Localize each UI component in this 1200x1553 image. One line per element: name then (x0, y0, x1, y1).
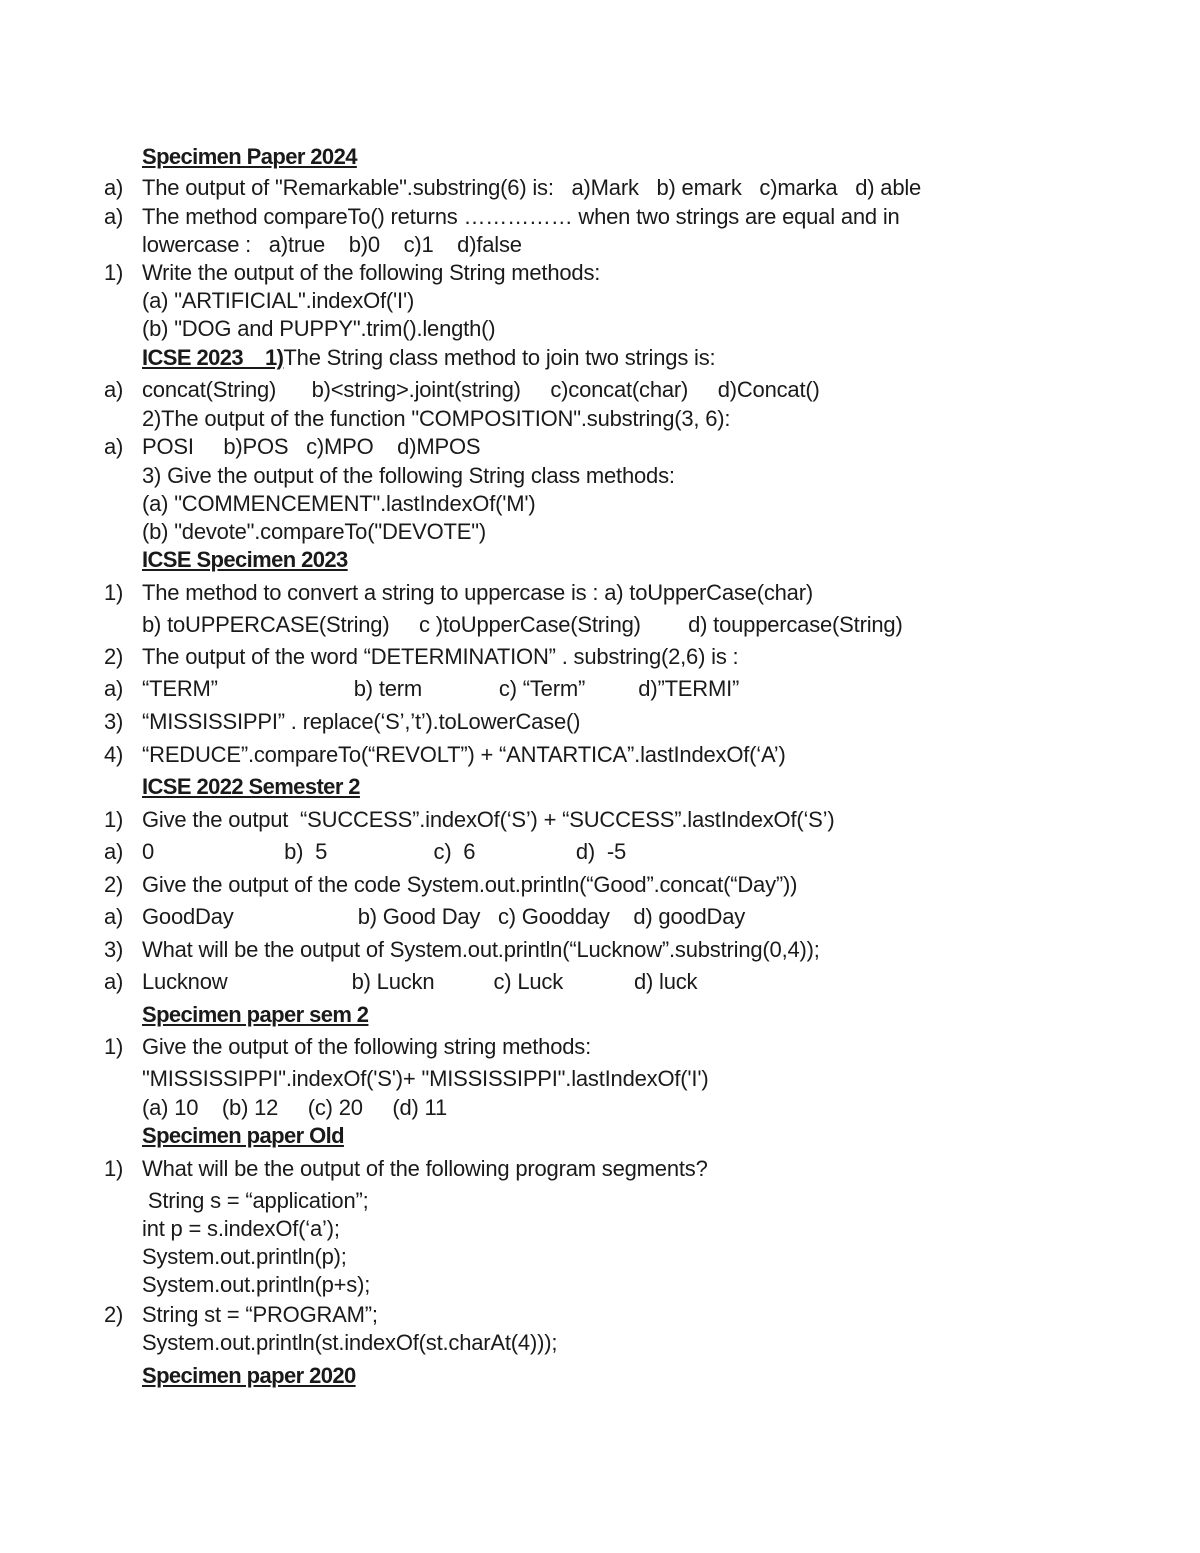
list-marker: 1) (104, 260, 124, 285)
list-marker: a) (104, 839, 124, 864)
line-text: The method to convert a string to uppercase is : a) toUpperCase(char) (142, 580, 813, 605)
line-text: POSI b)POS c)MPO d)MPOS (142, 434, 481, 459)
line-text: (a) 10 (b) 12 (c) 20 (d) 11 (142, 1095, 447, 1120)
list-marker: a) (104, 204, 124, 229)
line-text: Give the output of the following string methods: (142, 1034, 591, 1059)
list-marker: 2) (104, 644, 124, 669)
line-text: The output of the word “DETERMINATION” . substring(2,6) is : (142, 644, 739, 669)
line-text: 3) Give the output of the following String class methods: (142, 463, 675, 488)
list-marker: a) (104, 434, 124, 459)
line-text: (b) "devote".compareTo("DEVOTE") (142, 519, 486, 544)
section-heading-text: ICSE 2023 1) (142, 345, 284, 370)
list-marker: a) (104, 904, 124, 929)
list-marker: 3) (104, 937, 124, 962)
line-text: System.out.println(st.indexOf(st.charAt(4))); (142, 1330, 558, 1355)
line-text: b) toUPPERCASE(String) c )toUpperCase(String) d) touppercase(String) (142, 612, 903, 637)
line-text: Give the output of the code System.out.println(“Good”.concat(“Day”)) (142, 872, 798, 897)
line-text: Write the output of the following String methods: (142, 260, 601, 285)
line-text: The method compareTo() returns …………… when two strings are equal and in (142, 204, 900, 229)
line-text: The output of "Remarkable".substring(6) is: a)Mark b) emark c)marka d) able (142, 175, 922, 200)
line-text-rest: The String class method to join two strings is: (283, 345, 716, 370)
line-text: GoodDay b) Good Day c) Goodday d) goodDay (142, 904, 746, 929)
line-text: (a) "COMMENCEMENT".lastIndexOf('M') (142, 491, 536, 516)
section-heading-text: Specimen paper Old (142, 1123, 344, 1148)
list-marker: 1) (104, 1156, 124, 1181)
section-heading-text: ICSE Specimen 2023 (142, 547, 348, 572)
line-text: Give the output “SUCCESS”.indexOf(‘S’) + “SUCCESS”.lastIndexOf(‘S’) (142, 807, 835, 832)
line-text: int p = s.indexOf(‘a’); (142, 1216, 340, 1241)
list-marker: 1) (104, 807, 124, 832)
list-marker: 1) (104, 1034, 124, 1059)
section-heading-text: ICSE 2022 Semester 2 (142, 774, 360, 799)
line-text: What will be the output of the following program segments? (142, 1156, 708, 1181)
line-text: System.out.println(p); (142, 1244, 347, 1269)
line-text: lowercase : a)true b)0 c)1 d)false (142, 232, 522, 257)
list-marker: a) (104, 377, 124, 402)
line-text: “TERM” b) term c) “Term” d)”TERMI” (142, 676, 740, 701)
list-marker: a) (104, 175, 124, 200)
line-text: “REDUCE”.compareTo(“REVOLT”) + “ANTARTICA”.lastIndexOf(‘A’) (142, 742, 786, 767)
list-marker: a) (104, 676, 124, 701)
line-text (142, 344, 715, 372)
line-text: Lucknow b) Luckn c) Luck d) luck (142, 969, 698, 994)
section-heading-text: Specimen paper 2020 (142, 1363, 356, 1388)
line-text: String s = “application”; (142, 1188, 369, 1213)
line-text: What will be the output of System.out.println(“Lucknow”.substring(0,4)); (142, 937, 820, 962)
section-heading-text: Specimen Paper 2024 (142, 144, 357, 169)
line-text: 2)The output of the function "COMPOSITION".substring(3, 6): (142, 406, 731, 431)
line-text: (b) "DOG and PUPPY".trim().length() (142, 316, 496, 341)
line-text: System.out.println(p+s); (142, 1272, 371, 1297)
line-text: "MISSISSIPPI".indexOf('S')+ "MISSISSIPPI".lastIndexOf('I') (142, 1066, 709, 1091)
section-heading-text: Specimen paper sem 2 (142, 1002, 369, 1027)
line-text: concat(String) b)<string>.joint(string) c)concat(char) d)Concat() (142, 377, 820, 402)
list-marker: 4) (104, 742, 124, 767)
list-marker: a) (104, 969, 124, 994)
line-text: String st = “PROGRAM”; (142, 1302, 378, 1327)
list-marker: 2) (104, 872, 124, 897)
line-text: (a) "ARTIFICIAL".indexOf('I') (142, 288, 415, 313)
list-marker: 2) (104, 1302, 124, 1327)
line-text: 0 b) 5 c) 6 d) -5 (142, 839, 626, 864)
line-text: “MISSISSIPPI” . replace(‘S’,’t’).toLowerCase() (142, 709, 581, 734)
list-marker: 1) (104, 580, 124, 605)
list-marker: 3) (104, 709, 124, 734)
